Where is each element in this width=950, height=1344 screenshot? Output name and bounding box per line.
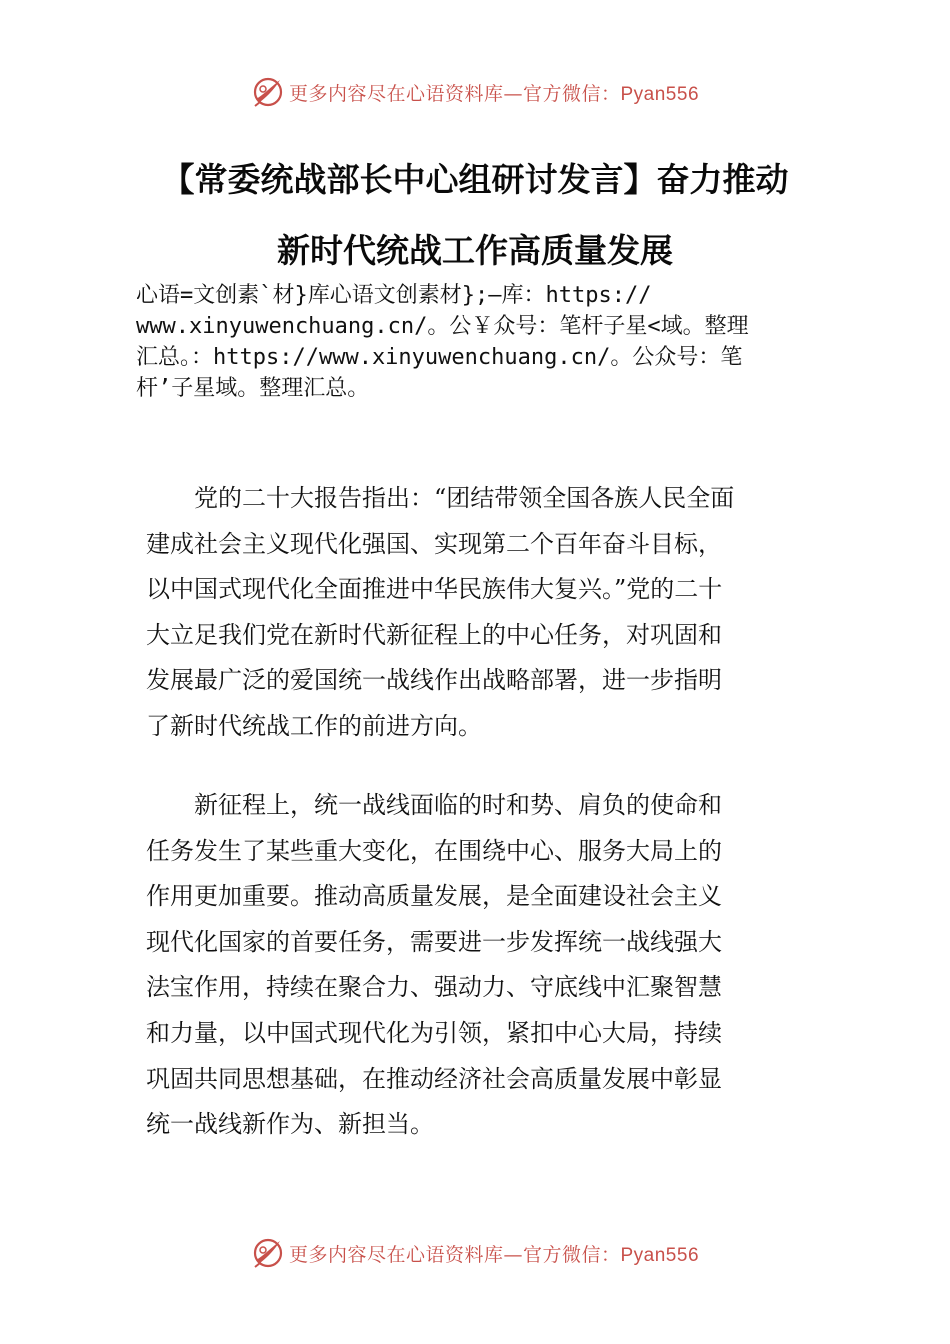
notice-line: 心语=文创素`材}库心语文创素材};—库：https://: [136, 283, 652, 308]
feather-logo-icon: [251, 75, 285, 109]
paragraph-line: 作用更加重要。推动高质量发展，是全面建设社会主义: [146, 882, 722, 911]
paragraph-line: 法宝作用，持续在聚合力、强动力、守底线中汇聚智慧: [146, 973, 722, 1002]
paragraph-line: 巩固共同思想基础，在推动经济社会高质量发展中彰显: [146, 1064, 722, 1093]
paragraph-line: 统一战线新作为、新担当。: [146, 1110, 434, 1139]
paragraph-line: 和力量，以中国式现代化为引领，紧扣中心大局，持续: [146, 1018, 722, 1047]
paragraph-line: 发展最广泛的爱国统一战线作出战略部署，进一步指明: [146, 666, 722, 695]
paragraph-line: 新征程上，统一战线面临的时和势、肩负的使命和: [146, 791, 722, 819]
document-title-line-1: 【常委统战部长中心组研讨发言】奋力推动: [161, 160, 789, 199]
paragraph-line: 建成社会主义现代化强国、实现第二个百年奋斗目标，: [146, 529, 722, 558]
header-watermark: [0, 72, 950, 112]
paragraph-line: 大立足我们党在新时代新征程上的中心任务，对巩固和: [146, 620, 722, 649]
notice-line: www.xinyuwenchuang.cn/。公￥众号：笔杆子星<域。整理: [136, 314, 749, 339]
paragraph-line: 了新时代统战工作的前进方向。: [146, 711, 482, 740]
body-paragraph-1: [146, 476, 816, 750]
feather-logo-icon: [251, 1236, 285, 1270]
paragraph-line: 任务发生了某些重大变化，在围绕中心、服务大局上的: [146, 836, 722, 865]
watermark-text: 更多内容尽在心语资料库—官方微信：Pyan556: [288, 82, 700, 105]
wechat-id: Pyan556: [620, 1244, 700, 1266]
watermark-text: 更多内容尽在心语资料库—官方微信：Pyan556: [288, 1243, 700, 1266]
wechat-id: Pyan556: [620, 83, 700, 105]
body-paragraph-2: [146, 783, 816, 1148]
document-title-line-2: 新时代统战工作高质量发展: [277, 231, 673, 270]
paragraph-line: 以中国式现代化全面推进中华民族伟大复兴。”党的二十: [146, 575, 723, 604]
source-notice: [136, 280, 836, 404]
footer-watermark: [0, 1233, 950, 1273]
paragraph-line: 党的二十大报告指出：“团结带领全国各族人民全面: [146, 484, 735, 512]
notice-line: 汇总。：https://www.xinyuwenchuang.cn/。公众号：笔: [136, 345, 743, 370]
notice-line: 杆’子星域。整理汇总。: [136, 376, 370, 401]
paragraph-line: 现代化国家的首要任务，需要进一步发挥统一战线强大: [146, 927, 722, 956]
